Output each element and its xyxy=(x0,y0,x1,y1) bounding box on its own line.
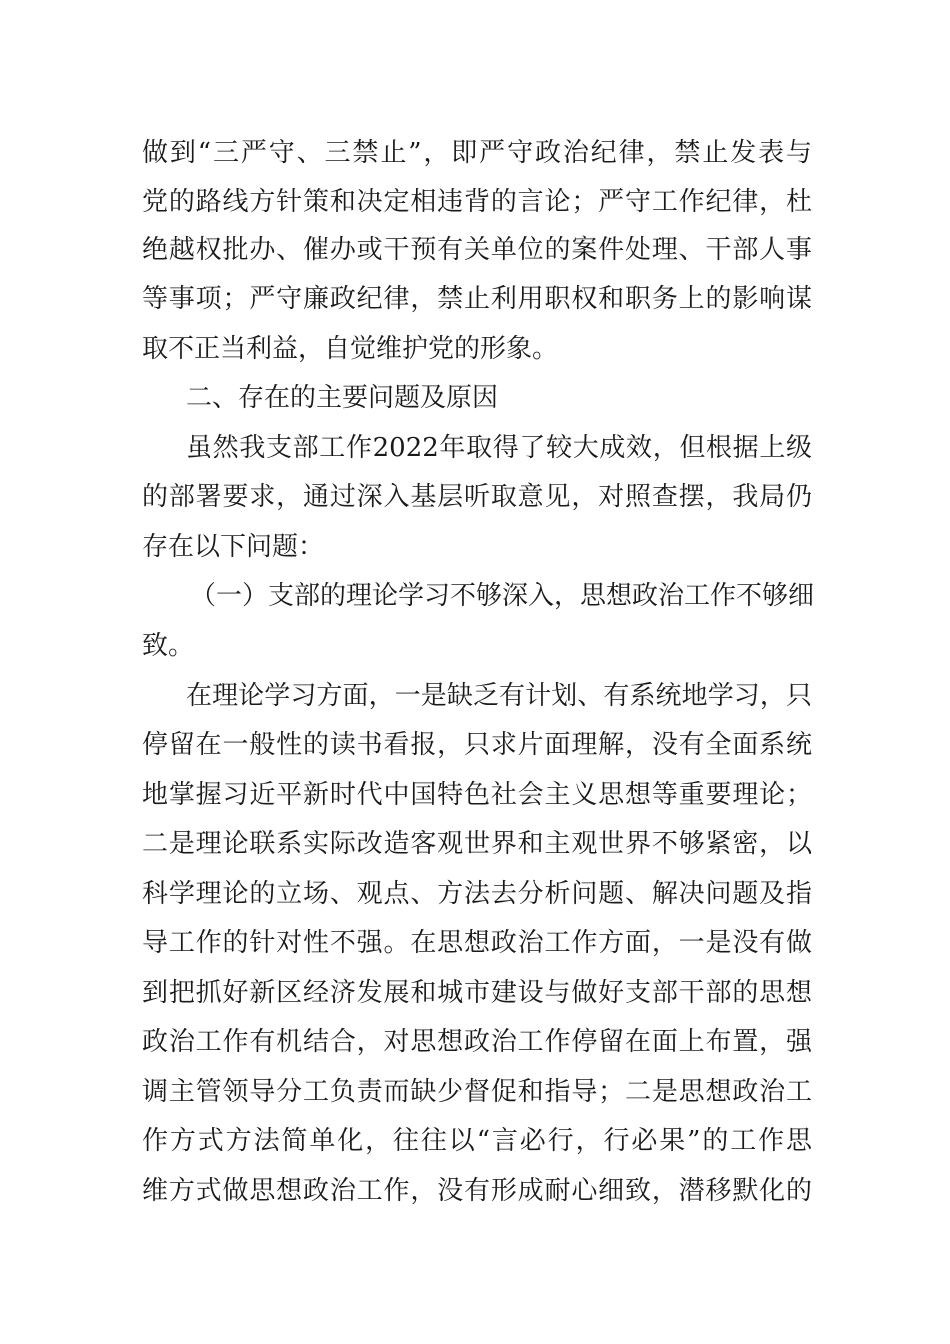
paragraph-line: 取不正当利益，自觉维护党的形象。 xyxy=(142,334,559,364)
paragraph-line: 作方式方法简单化，往往以“言必行，行必果”的工作思 xyxy=(142,1126,812,1156)
paragraph-line: 存在以下问题： xyxy=(142,532,325,562)
paragraph-line: 科学理论的立场、观点、方法去分析问题、解决问题及指 xyxy=(142,879,812,909)
subsection-heading-end: 致。 xyxy=(142,631,195,661)
paragraph-line: 调主管领导分工负责而缺少督促和指导；二是思想政治工 xyxy=(142,1077,812,1107)
section-heading: 二、存在的主要问题及原因 xyxy=(186,383,499,413)
subsection-heading: （一）支部的理论学习不够深入，思想政治工作不够细 xyxy=(190,581,815,611)
paragraph-line: 等事项；严守廉政纪律，禁止利用职权和职务上的影响谋 xyxy=(142,284,812,314)
paragraph-line: 政治工作有机结合，对思想政治工作停留在面上布置，强 xyxy=(142,1027,812,1057)
paragraph-line: 党的路线方针策和决定相违背的言论；严守工作纪律，杜 xyxy=(142,187,812,217)
paragraph-line: 到把抓好新区经济发展和城市建设与做好支部干部的思想 xyxy=(142,978,812,1008)
paragraph-line: 地掌握习近平新时代中国特色社会主义思想等重要理论； xyxy=(142,780,812,810)
paragraph-line: 在理论学习方面，一是缺乏有计划、有系统地学习，只 xyxy=(186,681,812,711)
paragraph-line: 停留在一般性的读书看报，只求片面理解，没有全面系统 xyxy=(142,730,812,760)
paragraph-line: 绝越权批办、催办或干预有关单位的案件处理、干部人事 xyxy=(142,235,812,265)
paragraph-line: 做到“三严守、三禁止”，即严守政治纪律，禁止发表与 xyxy=(142,138,812,168)
paragraph-line: 二是理论联系实际改造客观世界和主观世界不够紧密，以 xyxy=(142,829,812,859)
paragraph-line: 虽然我支部工作2022年取得了较大成效，但根据上级 xyxy=(186,433,812,463)
paragraph-line: 维方式做思想政治工作，没有形成耐心细致，潜移默化的 xyxy=(142,1176,812,1206)
paragraph-line: 的部署要求，通过深入基层听取意见，对照查摆，我局仍 xyxy=(142,482,812,512)
paragraph-line: 导工作的针对性不强。在思想政治工作方面，一是没有做 xyxy=(142,928,812,958)
